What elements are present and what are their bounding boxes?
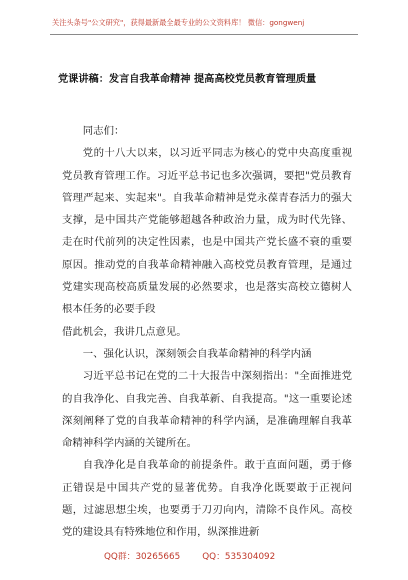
section-heading: 一、强化认识，深刻领会自我革命精神的科学内涵 xyxy=(82,347,312,360)
body-paragraph: 党的十八大以来，以习近平同志为核心的党中央高度重视党员教育管理工作。习近平总书记也多次强调，要把"党员教育管理严起来、实起来"。自我革命精神是党永葆青春活力的强大支撑，是中国共产党能够超越各种政治力量，成为时代先锋、走在时代前列的决定性因素，也是中国共产党长盛不衰的重要原因。推动党的自我革命精神融入高校党员教育管理，是通过党建实现高校高质量发展的必然要求，也是落实高校立德树人根本任务的必要手段 xyxy=(62,147,352,316)
body-paragraph: 自我净化是自我革命的前提条件。敢于直面问题，勇于修正错误是中国共产党的显著优势。自我净化既要敢于正视问题，过滤思想尘埃，也要勇于刀刃向内，清除不良作风。高校党的建设具有特殊地位和作用，纵深推进新 xyxy=(62,459,352,539)
footer-qq-number: QQ：535304092 xyxy=(202,552,276,562)
body-paragraph: 借此机会，我讲几点意见。 xyxy=(62,325,187,338)
salutation: 同志们： xyxy=(82,125,125,137)
footer-contact xyxy=(104,549,324,562)
header-promo-text: 关注头条号"公文研究"，获得最新最全最专业的公文资料库！ 微信：gongwenj xyxy=(52,18,305,27)
document-body xyxy=(62,120,352,544)
header-divider xyxy=(50,34,358,35)
body-paragraph: 习近平总书记在党的二十大报告中深刻指出："全面推进党的自我净化、自我完善、自我革新、自我提高。"这一重要论述深刻阐释了党的自我革命精神的科学内涵，是准确理解自我革命精神科学内涵的关键所在。 xyxy=(62,370,352,450)
document-title: 党课讲稿：发言自我革命精神 提高高校党员教育管理质量 xyxy=(58,74,317,85)
footer-qq-group: QQ群：30265665 xyxy=(104,552,181,562)
